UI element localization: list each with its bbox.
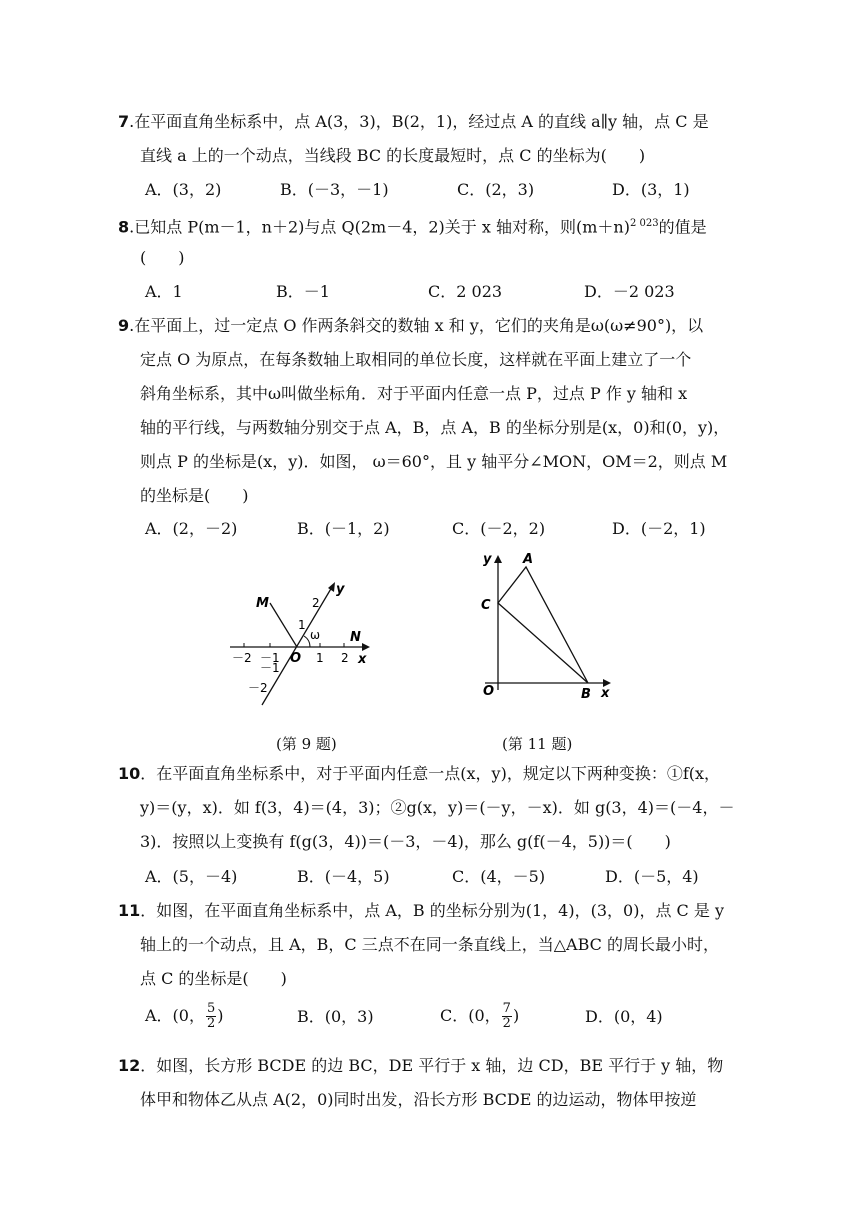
fig11-label-a: A [523,552,534,567]
q11-line-2: 轴上的一个动点，且 A，B，C 三点不在同一条直线上，当△ABC 的周长最小时， [140,935,719,954]
fig9-label-n: N [350,630,361,645]
fig9-label-m: M [256,596,269,611]
fig9-caption: (第 9 题) [276,735,337,753]
q11-option-a: A．(0， $\frac{5}{2}$ ) [145,1001,224,1031]
fig9-label-2-y: 2 [312,596,320,610]
q10-line-3: 3)．按照以上变换有 f(g(3，4))＝(－3，－4)，那么 g(f(－4，5))＝( ) [140,832,671,851]
q8-option-d: D．－2 023 [584,282,675,301]
fig9-label-1-y: 1 [298,618,306,632]
fig9-label-x: x [358,652,367,667]
q9-option-b: B．(－1，2) [297,519,390,538]
q8-option-a: A．1 [145,282,183,301]
fig9-y-arrow [328,582,335,592]
fig9-label-y: y [336,582,345,597]
q11-line-3: 点 C 的坐标是( ) [140,969,287,988]
q10-option-b: B．(－4，5) [297,867,390,886]
fig11-label-o: O [483,684,495,699]
q9-option-c: C．(－2，2) [452,519,546,538]
fig11-label-y: y [483,552,492,567]
q11-option-d: D．(0，4) [585,1007,663,1026]
q9-line-4: 轴的平行线，与两数轴分别交于点 A，B，点 A，B 的坐标分别是(x，0)和(0，y)， [140,418,730,437]
q7-option-a: A．(3，2) [145,180,222,199]
q9-number: 9 [118,316,130,335]
q9-option-d: D．(－2，1) [612,519,706,538]
q10-option-d: D．(－5，4) [605,867,699,886]
q11-option-a-fraction: $\frac{5}{2}$ [206,1001,216,1031]
q12-line-1: 12．如图，长方形 BCDE 的边 BC，DE 平行于 x 轴，边 CD，BE 平行于 y 轴，物 [118,1056,724,1075]
fig11-label-x: x [601,686,610,701]
q8-line-1: 8.已知点 P(m－1，n＋2)与点 Q(2m－4，2)关于 x 轴对称，则$(m+n)^{2 023}$的值是 [118,217,707,237]
q9-line-2: 定点 O 为原点，在每条数轴上取相同的单位长度，这样就在平面上建立了一个 [140,350,692,369]
fig9-label-1: 1 [316,651,324,665]
fig11-label-b: B [581,687,591,702]
fig9-label-neg2-y: －2 [248,681,268,695]
q7-option-b: B．(－3，－1) [280,180,389,199]
q11-line-1: 11．如图，在平面直角坐标系中，点 A，B 的坐标分别为(1，4)，(3，0)，点 C 是 y [118,901,724,920]
q11-option-c-fraction: $\frac{7}{2}$ [502,1001,511,1031]
q11-option-c: C．(0， $\frac{7}{2}$ ) [440,1001,520,1031]
q9-line-5: 则点 P 的坐标是(x，y)．如图， ω＝60°，且 y 轴平分∠MON，OM＝2，则点 M [140,452,728,471]
fig11-y-arrow [494,555,502,563]
fig9-label-omega: ω [310,628,321,642]
fig9-label-o: O [290,651,302,666]
q8-number: 8 [118,217,130,237]
q8-option-c: C．2 023 [428,282,503,301]
fig11-label-c: C [481,598,491,613]
q7-option-d: D．(3，1) [612,180,690,199]
q9-line-3: 斜角坐标系，其中ω叫做坐标角．对于平面内任意一点 P，过点 P 作 y 轴和 x [140,384,688,403]
fig9-segment-om [270,603,297,647]
q7-line-2: 直线 a 上的一个动点，当线段 BC 的长度最短时，点 C 的坐标为( ) [140,146,646,165]
fig9-label-neg2: －2 [232,651,252,665]
q10-number: 10 [118,764,141,783]
q9-line-1: 9.在平面上，过一定点 O 作两条斜交的数轴 x 和 y，它们的夹角是ω(ω≠90°)，以 [118,316,704,335]
figure-11 [475,545,620,705]
q12-number: 12 [118,1056,141,1075]
q10-line-1: 10．在平面直角坐标系中，对于平面内任意一点(x，y)，规定以下两种变换：①f(x， [118,764,721,783]
q9-option-a: A．(2，－2) [145,519,238,538]
q8-exponent: 2 023 [629,218,659,229]
fig11-caption: (第 11 题) [502,735,573,753]
q10-line-2: y)＝(y，x)．如 f(3，4)＝(4，3)；②g(x，y)＝(－y，－x)．如 g(3，4)＝(－4，－ [140,798,735,817]
q8-line-2: ( ) [140,248,185,267]
fig9-label-2: 2 [341,651,349,665]
q7-line-1: 7.在平面直角坐标系中，点 A(3，3)，B(2，1)，经过点 A 的直线 a∥y 轴，点 C 是 [118,112,709,131]
q10-option-a: A．(5，－4) [145,867,238,886]
q7-option-c: C．(2，3) [457,180,535,199]
q12-line-2: 体甲和物体乙从点 A(2，0)同时出发，沿长方形 BCDE 的边运动，物体甲按逆 [140,1090,697,1109]
q9-line-6: 的坐标是( ) [140,486,249,505]
fig11-triangle-abc [498,567,588,683]
fig9-x-arrow [362,643,370,651]
figure-9 [220,575,380,715]
q8-option-b: B．－1 [276,282,330,301]
q7-number: 7 [118,112,130,131]
q11-option-b: B．(0，3) [297,1007,374,1026]
q11-number: 11 [118,901,141,920]
fig9-label-neg1-y: －1 [260,661,280,675]
fig9-label-neg1: －1 [260,651,280,665]
q10-option-c: C．(4，－5) [452,867,546,886]
